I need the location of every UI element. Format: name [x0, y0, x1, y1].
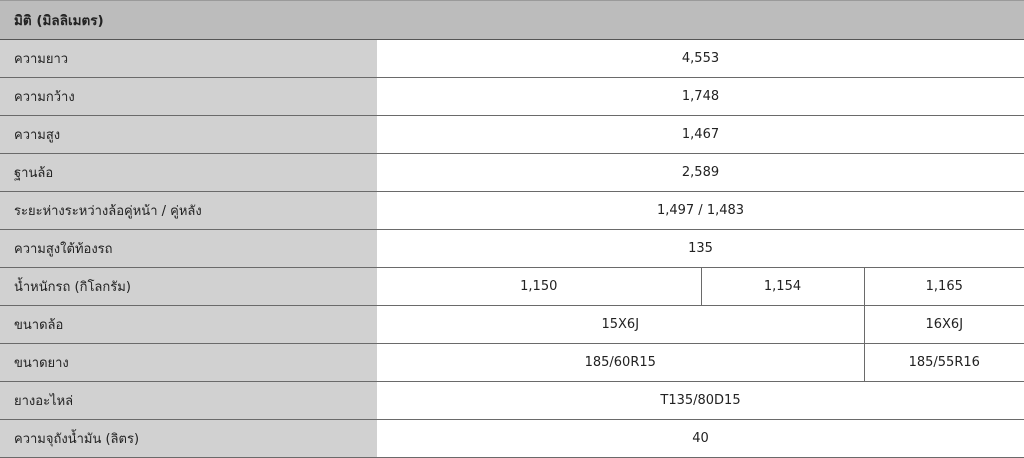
- spec-value: 1,748: [377, 78, 1024, 116]
- spec-value: 185/60R15: [377, 344, 864, 382]
- spec-label: ฐานล้อ: [0, 154, 377, 192]
- spec-row-ground-clearance: [0, 230, 1024, 268]
- spec-label: ระยะห่างระหว่างล้อคู่หน้า / คู่หลัง: [0, 192, 377, 230]
- spec-label: น้ำหนักรถ (กิโลกรัม): [0, 268, 377, 306]
- spec-value: 1,150: [377, 268, 701, 306]
- table-header-row: [0, 1, 1024, 40]
- spec-value: 1,497 / 1,483: [377, 192, 1024, 230]
- spec-value: 4,553: [377, 40, 1024, 78]
- table-title: มิติ (มิลลิเมตร): [0, 1, 1024, 40]
- spec-label: ความกว้าง: [0, 78, 377, 116]
- spec-row-tire-size: [0, 344, 1024, 382]
- spec-value: 135: [377, 230, 1024, 268]
- spec-value: 15X6J: [377, 306, 864, 344]
- spec-value: 2,589: [377, 154, 1024, 192]
- spec-label: ความยาว: [0, 40, 377, 78]
- spec-value: T135/80D15: [377, 382, 1024, 420]
- spec-value: 1,154: [701, 268, 864, 306]
- spec-row-height: [0, 116, 1024, 154]
- spec-label: ความสูงใต้ท้องรถ: [0, 230, 377, 268]
- spec-value: 40: [377, 420, 1024, 458]
- spec-label: ความสูง: [0, 116, 377, 154]
- spec-label: ยางอะไหล่: [0, 382, 377, 420]
- spec-row-spare-tire: [0, 382, 1024, 420]
- spec-value: 1,165: [864, 268, 1024, 306]
- spec-row-width: [0, 78, 1024, 116]
- spec-label: ความจุถังน้ำมัน (ลิตร): [0, 420, 377, 458]
- spec-label: ขนาดล้อ: [0, 306, 377, 344]
- spec-row-curb-weight: [0, 268, 1024, 306]
- spec-value: 1,467: [377, 116, 1024, 154]
- spec-label: ขนาดยาง: [0, 344, 377, 382]
- spec-row-wheelbase: [0, 154, 1024, 192]
- spec-value: 16X6J: [864, 306, 1024, 344]
- spec-row-length: [0, 40, 1024, 78]
- spec-row-fuel-capacity: [0, 420, 1024, 458]
- spec-value: 185/55R16: [864, 344, 1024, 382]
- spec-row-track-width: [0, 192, 1024, 230]
- spec-row-wheel-size: [0, 306, 1024, 344]
